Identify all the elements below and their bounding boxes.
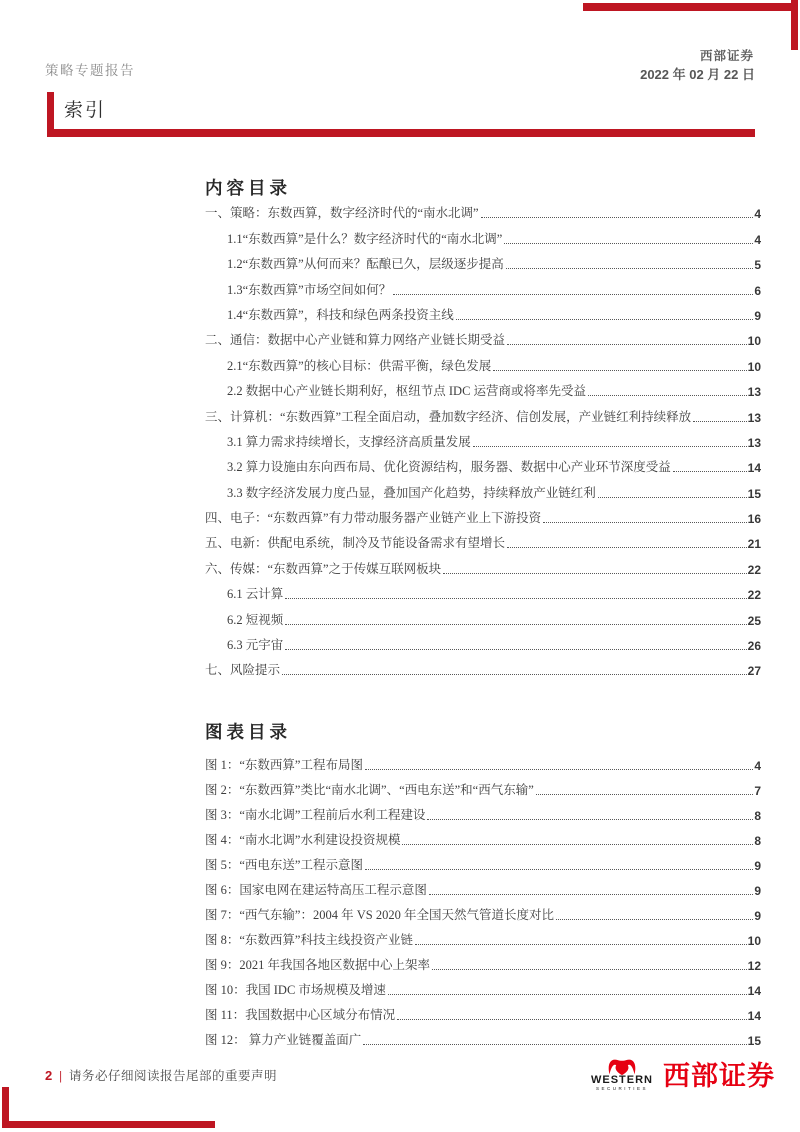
toc-item-label: 3.3 数字经济发展力度凸显，叠加国产化趋势，持续释放产业链红利 xyxy=(227,485,596,500)
toc-item-label: 6.3 元宇宙 xyxy=(227,638,284,653)
toc-item-page: 9 xyxy=(754,909,761,923)
dot-leader xyxy=(693,421,747,422)
toc-item-page: 13 xyxy=(747,410,761,425)
toc-item[interactable] xyxy=(205,475,761,500)
top-right-vertical-accent-bar xyxy=(791,0,798,50)
toc-item[interactable] xyxy=(205,551,761,576)
dot-leader xyxy=(588,395,747,396)
dot-leader xyxy=(415,944,747,945)
dot-leader xyxy=(543,522,747,523)
logo-text-en: WESTERN xyxy=(591,1074,653,1086)
footer-separator: | xyxy=(59,1069,62,1083)
toc-item-label: 3.1 算力需求持续增长，支撑经济高质量发展 xyxy=(227,434,471,449)
logo-text-en-sub: SECURITIES xyxy=(595,1086,648,1091)
figure-item[interactable] xyxy=(205,998,761,1023)
toc-item-label: 1.2“东数西算”从何而来？酝酿已久，层级逐步提高 xyxy=(227,257,504,272)
toc-item[interactable] xyxy=(205,247,761,272)
toc-item-page: 27 xyxy=(747,664,761,679)
toc-item-label: 6.2 短视频 xyxy=(227,612,284,627)
page-title-block xyxy=(47,92,755,137)
toc-item[interactable] xyxy=(205,298,761,323)
toc-item-label: 3.2 算力设施由东向西布局、优化资源结构，服务器、数据中心产业环节深度受益 xyxy=(227,460,671,475)
toc-item-label: 1.1“东数西算”是什么？数字经济时代的“南水北调” xyxy=(227,231,503,246)
toc-item-page: 15 xyxy=(747,1034,761,1048)
dot-leader xyxy=(507,547,747,548)
dot-leader xyxy=(598,497,747,498)
toc-item-page: 12 xyxy=(747,959,761,973)
footer-page-number: 2 xyxy=(45,1068,53,1083)
dot-leader xyxy=(397,1019,746,1020)
dot-leader xyxy=(388,994,747,995)
page-title: 索引 xyxy=(64,100,107,121)
dot-leader xyxy=(429,894,753,895)
toc-item-label: 图 9：2021 年我国各地区数据中心上架率 xyxy=(205,958,431,972)
toc-item-page: 8 xyxy=(754,834,761,848)
toc-item-page: 9 xyxy=(754,308,761,323)
toc-item[interactable] xyxy=(205,602,761,627)
contents-directory-title: 内容目录 xyxy=(205,178,291,198)
toc-item[interactable] xyxy=(205,272,761,297)
toc-item-label: 图 4：“南水北调”水利建设投资规模 xyxy=(205,833,401,847)
toc-item-label: 图 5：“西电东送”工程示意图 xyxy=(205,858,363,872)
brand-name-header: 西部证券 xyxy=(699,49,754,63)
toc-item-page: 22 xyxy=(747,588,761,603)
toc-item-label: 五、电新：供配电系统，制冷及节能设备需求有望增长 xyxy=(205,536,506,551)
toc-item[interactable] xyxy=(205,577,761,602)
dot-leader xyxy=(506,268,754,269)
toc-item-label: 图 6：国家电网在建运特高压工程示意图 xyxy=(205,883,427,897)
toc-item-page: 14 xyxy=(747,461,761,476)
toc-item-page: 10 xyxy=(747,334,761,349)
toc-item-label: 图 1：“东数西算”工程布局图 xyxy=(205,758,363,772)
footer-disclaimer-row xyxy=(45,1066,277,1084)
dot-leader xyxy=(365,869,753,870)
report-type-label: 策略专题报告 xyxy=(45,63,135,78)
dot-leader xyxy=(473,446,747,447)
logo-text-cn: 西部证券 xyxy=(663,1061,775,1091)
figure-item[interactable] xyxy=(205,773,761,798)
toc-item[interactable] xyxy=(205,323,761,348)
figure-item[interactable] xyxy=(205,823,761,848)
toc-item-page: 10 xyxy=(747,934,761,948)
toc-item-label: 1.3“东数西算”市场空间如何？ xyxy=(227,282,392,297)
dot-leader xyxy=(393,294,753,295)
figures-directory-title: 图表目录 xyxy=(205,722,291,742)
dot-leader xyxy=(507,344,747,345)
toc-item-label: 图 3：“南水北调”工程前后水利工程建设 xyxy=(205,808,426,822)
toc-item-page: 4 xyxy=(754,232,761,247)
toc-item-label: 图 7：“西气东输”：2004 年 VS 2020 年全国天然气管道长度对比 xyxy=(205,908,554,922)
figure-item[interactable] xyxy=(205,1023,761,1048)
toc-item-page: 4 xyxy=(754,207,761,222)
toc-item[interactable] xyxy=(205,450,761,475)
figure-item[interactable] xyxy=(205,748,761,773)
western-securities-logo-mark xyxy=(591,1056,653,1091)
dot-leader xyxy=(432,969,747,970)
toc-item[interactable] xyxy=(205,628,761,653)
toc-item-page: 16 xyxy=(747,512,761,527)
toc-item-label: 图 8：“东数西算”科技主线投资产业链 xyxy=(205,933,413,947)
dot-leader xyxy=(536,794,754,795)
dot-leader xyxy=(556,919,753,920)
toc-item-label: 三、计算机：“东数西算”工程全面启动，叠加数字经济、信创发展，产业链红利持续释放 xyxy=(205,409,692,424)
toc-item[interactable] xyxy=(205,348,761,373)
toc-item[interactable] xyxy=(205,501,761,526)
toc-item-label: 一、策略：东数西算，数字经济时代的“南水北调” xyxy=(205,206,479,221)
toc-item-page: 9 xyxy=(754,884,761,898)
toc-item[interactable] xyxy=(205,526,761,551)
dot-leader xyxy=(673,471,747,472)
figure-item[interactable] xyxy=(205,923,761,948)
toc-item-label: 1.4“东数西算”，科技和绿色两条投资主线 xyxy=(227,307,454,322)
figures-directory-list xyxy=(205,748,761,1048)
toc-item-label: 二、通信：数据中心产业链和算力网络产业链长期受益 xyxy=(205,333,506,348)
toc-item-page: 26 xyxy=(747,639,761,654)
toc-item-page: 8 xyxy=(754,809,761,823)
toc-item-page: 13 xyxy=(747,435,761,450)
report-date: 2022 年 02 月 22 日 xyxy=(640,67,755,82)
figure-item[interactable] xyxy=(205,973,761,998)
toc-item[interactable] xyxy=(205,221,761,246)
company-logo xyxy=(591,1054,775,1093)
toc-item-page: 13 xyxy=(747,385,761,400)
toc-item-page: 10 xyxy=(747,359,761,374)
toc-item-page: 4 xyxy=(754,759,761,773)
figure-item[interactable] xyxy=(205,898,761,923)
dot-leader xyxy=(285,649,746,650)
contents-directory-list xyxy=(205,196,761,678)
toc-item[interactable] xyxy=(205,196,761,221)
toc-item-label: 2.1“东数西算”的核心目标：供需平衡，绿色发展 xyxy=(227,358,492,373)
toc-item-label: 2.2 数据中心产业链长期利好，枢纽节点 IDC 运营商或将率先受益 xyxy=(227,384,587,399)
dot-leader xyxy=(365,769,753,770)
toc-item-label: 图 2：“东数西算”类比“南水北调”、“西电东送”和“西气东输” xyxy=(205,783,534,797)
toc-item-page: 9 xyxy=(754,859,761,873)
footer-disclaimer-text: 请务必仔细阅读报告尾部的重要声明 xyxy=(69,1069,278,1083)
toc-item-page: 14 xyxy=(747,1009,761,1023)
toc-item[interactable] xyxy=(205,374,761,399)
dot-leader xyxy=(363,1044,746,1045)
toc-item-label: 6.1 云计算 xyxy=(227,587,284,602)
toc-item-page: 21 xyxy=(747,537,761,552)
toc-item-label: 图 11：我国数据中心区域分布情况 xyxy=(205,1008,396,1022)
toc-item-label: 图 12： 算力产业链覆盖面广 xyxy=(205,1033,362,1047)
dot-leader xyxy=(427,819,753,820)
figure-item[interactable] xyxy=(205,873,761,898)
dot-leader xyxy=(481,217,754,218)
title-divider-line xyxy=(47,129,755,137)
dot-leader xyxy=(285,598,746,599)
toc-item-page: 7 xyxy=(754,784,761,798)
figure-item[interactable] xyxy=(205,798,761,823)
toc-item-label: 七、风险提示 xyxy=(205,663,281,678)
figure-item[interactable] xyxy=(205,948,761,973)
toc-item-page: 22 xyxy=(747,562,761,577)
toc-item-page: 14 xyxy=(747,984,761,998)
dot-leader xyxy=(285,624,746,625)
toc-item-page: 15 xyxy=(747,486,761,501)
toc-item[interactable] xyxy=(205,653,761,678)
figure-item[interactable] xyxy=(205,848,761,873)
dot-leader xyxy=(493,370,746,371)
toc-item-label: 图 10：我国 IDC 市场规模及增速 xyxy=(205,983,386,997)
dot-leader xyxy=(443,573,747,574)
toc-item-page: 25 xyxy=(747,613,761,628)
dot-leader xyxy=(456,319,754,320)
bull-icon xyxy=(607,1056,637,1076)
toc-item[interactable] xyxy=(205,399,761,424)
toc-item-label: 六、传媒：“东数西算”之于传媒互联网板块 xyxy=(205,561,442,576)
dot-leader xyxy=(282,674,747,675)
dot-leader xyxy=(402,844,753,845)
bottom-left-horizontal-accent-bar xyxy=(2,1121,215,1128)
top-right-horizontal-accent-bar xyxy=(583,3,796,11)
toc-item-page: 5 xyxy=(754,258,761,273)
toc-item[interactable] xyxy=(205,425,761,450)
dot-leader xyxy=(504,243,753,244)
toc-item-label: 四、电子：“东数西算”有力带动服务器产业链产业上下游投资 xyxy=(205,511,542,526)
toc-item-page: 6 xyxy=(754,283,761,298)
